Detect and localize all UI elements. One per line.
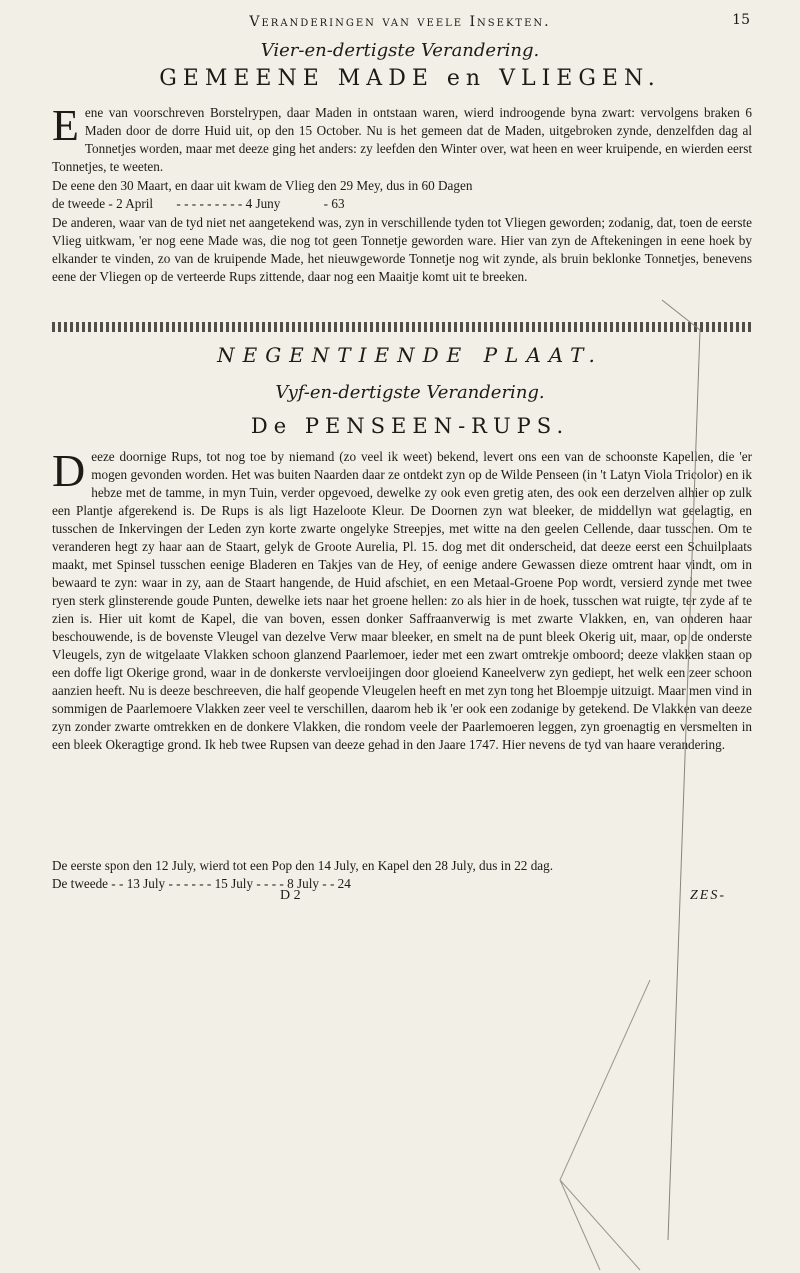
fold-line-2: [560, 980, 650, 1270]
fold-line-1: [662, 300, 700, 1240]
dates-row-2-left: de tweede - 2 April: [52, 196, 154, 211]
paragraph-2-text: De anderen, waar van de tyd niet net aangetekend was, zyn in verschillende tyden tot Vliegen geworden; zodanig, dat, toen de eerste Vlieg uitkwam, 'er nog eene Made was, die nog tot geen Tonnetje geworden ware. Hier van zyn de Aftekeningen in eene hoek by elkander te vinden, zo van de kruipende Made, het nieuwgeworde Tonnetje nog wit zynde, als bruin beklonke Tonnetjes, benevens eene der Vliegen op de verteerde Rups zittende, daar nog een Maaitje komt uit te breeken.: [52, 215, 752, 284]
signature-mark: D 2: [280, 888, 301, 903]
dates2-row-1: De eerste spon den 12 July, wierd tot een Pop den 14 July, en Kapel den 28 July, dus in 22 dag.: [52, 858, 554, 873]
dates-row-1: De eene den 30 Maart, en daar uit kwam de Vlieg den 29 Mey, dus in 60 Dagen: [52, 178, 473, 193]
dates-row-2-right: - 63: [323, 196, 345, 211]
dates-row-2-mid: - - - - - - - - - 4 Juny: [176, 196, 281, 211]
fold-line-3: [560, 1180, 600, 1270]
dates2-row-2: De tweede - - 13 July - - - - - - 15 July - - - - 8 July - - 24: [52, 876, 351, 891]
heading-gemeene-made: GEMEENE MADE en VLIEGEN.: [159, 66, 661, 91]
catchword: ZES-: [690, 888, 726, 903]
running-head: Veranderingen van veele Insekten.: [249, 14, 551, 30]
section-title: Vier-en-dertigste Verandering.: [260, 40, 540, 61]
paragraph-1-text: ene van voorschreven Borstelrypen, daar Maden in ontstaan waren, wierd indroogende byna zwart: vervolgens braken 6 Maden door de dorre Huid uit, op den 15 October. Nu is het gemeen dat de Maden, uitgebroken zynde, denzelfden dag al Tonnetjes worden, maar met deeze ging het anders: zy leefden den Winter over, wat heen en weer kruipende, en wierden eerst Tonnetjes, te weeten.: [52, 105, 752, 174]
heading-penseen-rups: De PENSEEN-RUPS.: [250, 414, 570, 438]
drop-cap-e: E: [52, 101, 79, 150]
plate-title: NEGENTIENDE PLAAT.: [217, 343, 603, 367]
paragraph-3-text: eeze doornige Rups, tot nog toe by niemand (zo veel ik weet) bekend, levert ons een van de schoonste Kapellen, die 'er mogen gevonden worden. Het was buiten Naarden daar ze ontdekt zyn op de Wilde Penseen (in 't Latyn Viola Tricolor) en ik hebze met de tamme, in myn Tuin, verder opgevoed, dewelke zy ook even gretig aten, des ook een derzelven alhier op zulk een Plantje afgerekend is. De Rups is als ligt Hazeloote Kleur. De Doornen zyn wat bleeker, de middellyn wat geelagtig, en tusschen de Inkervingen der Leden zyn korte zwarte ongelyke Streepjes, met witte na den geelen Cellende, daar tusschen. Om te veranderen hegt zy haar aan de Staart, gelyk de Groote Aurelia, Pl. 15. dog met dit onderscheid, dat deeze eerst een Schuilplaats maakt, met Spinsel tusschen eenige Bladeren en Takjes van de Hey, of eenige andere Gewassen dieze omtrent haar vindt, om in bewaard te zyn: waar in zy, aan de Staart hangende, de Huid afschiet, en een Metaal-Groene Pop wordt, versierd zynde met twee ryen sterk glinsterende goude Punten, dewelke iets naar het groene hellen: zo als hier in de hoek, tusschen wat ruigte, ter zyde af te zien is. Hier uit komt de Kapel, die van boven, essen donker Saffraanverwig is met zwarte Vlakken, en, van onderen haar beschouwende, is de bovenste Vleugel van dezelve Verw maar bleeker, en smelt na de punt bleek Okerig uit, maar, op de onderste Vleugels, zyn de witgelaate Vlakken schoon glanzend Paarlemoer, ieder met een zwart omtrekje omboord; deeze vlakken staan op een doffe ligt Okerige grond, waar in de donkerste vervloeijingen door gloeiend Kaneelverw zyn gediept, het welk een zeer schoon aanzien heeft. Nu is deeze beschreeven, die half geopende Vleugelen heeft en met zyn tong het Bloempje uitzuigt. Maar men vind in sommigen de Paarlemoere Vlakken zeer veel te verschillen, daarom heb ik 'er ook een zodanige by getekend. De Vlakken van deeze zyn zonder zwarte omtrekken en de donkere Vlakken, die rondom veele der Paarlemoeren leggen, zyn groenagtig en versmelten in een bleek Okeragtige grond. Ik heb twee Rupsen van deeze gehad in den Jaare 1747. Hier nevens de tyd van haare verandering.: [52, 449, 752, 752]
subtitle: Vyf-en-dertigste Verandering.: [275, 382, 545, 403]
page-number: 15: [732, 12, 750, 28]
drop-cap-d: D: [52, 445, 86, 496]
